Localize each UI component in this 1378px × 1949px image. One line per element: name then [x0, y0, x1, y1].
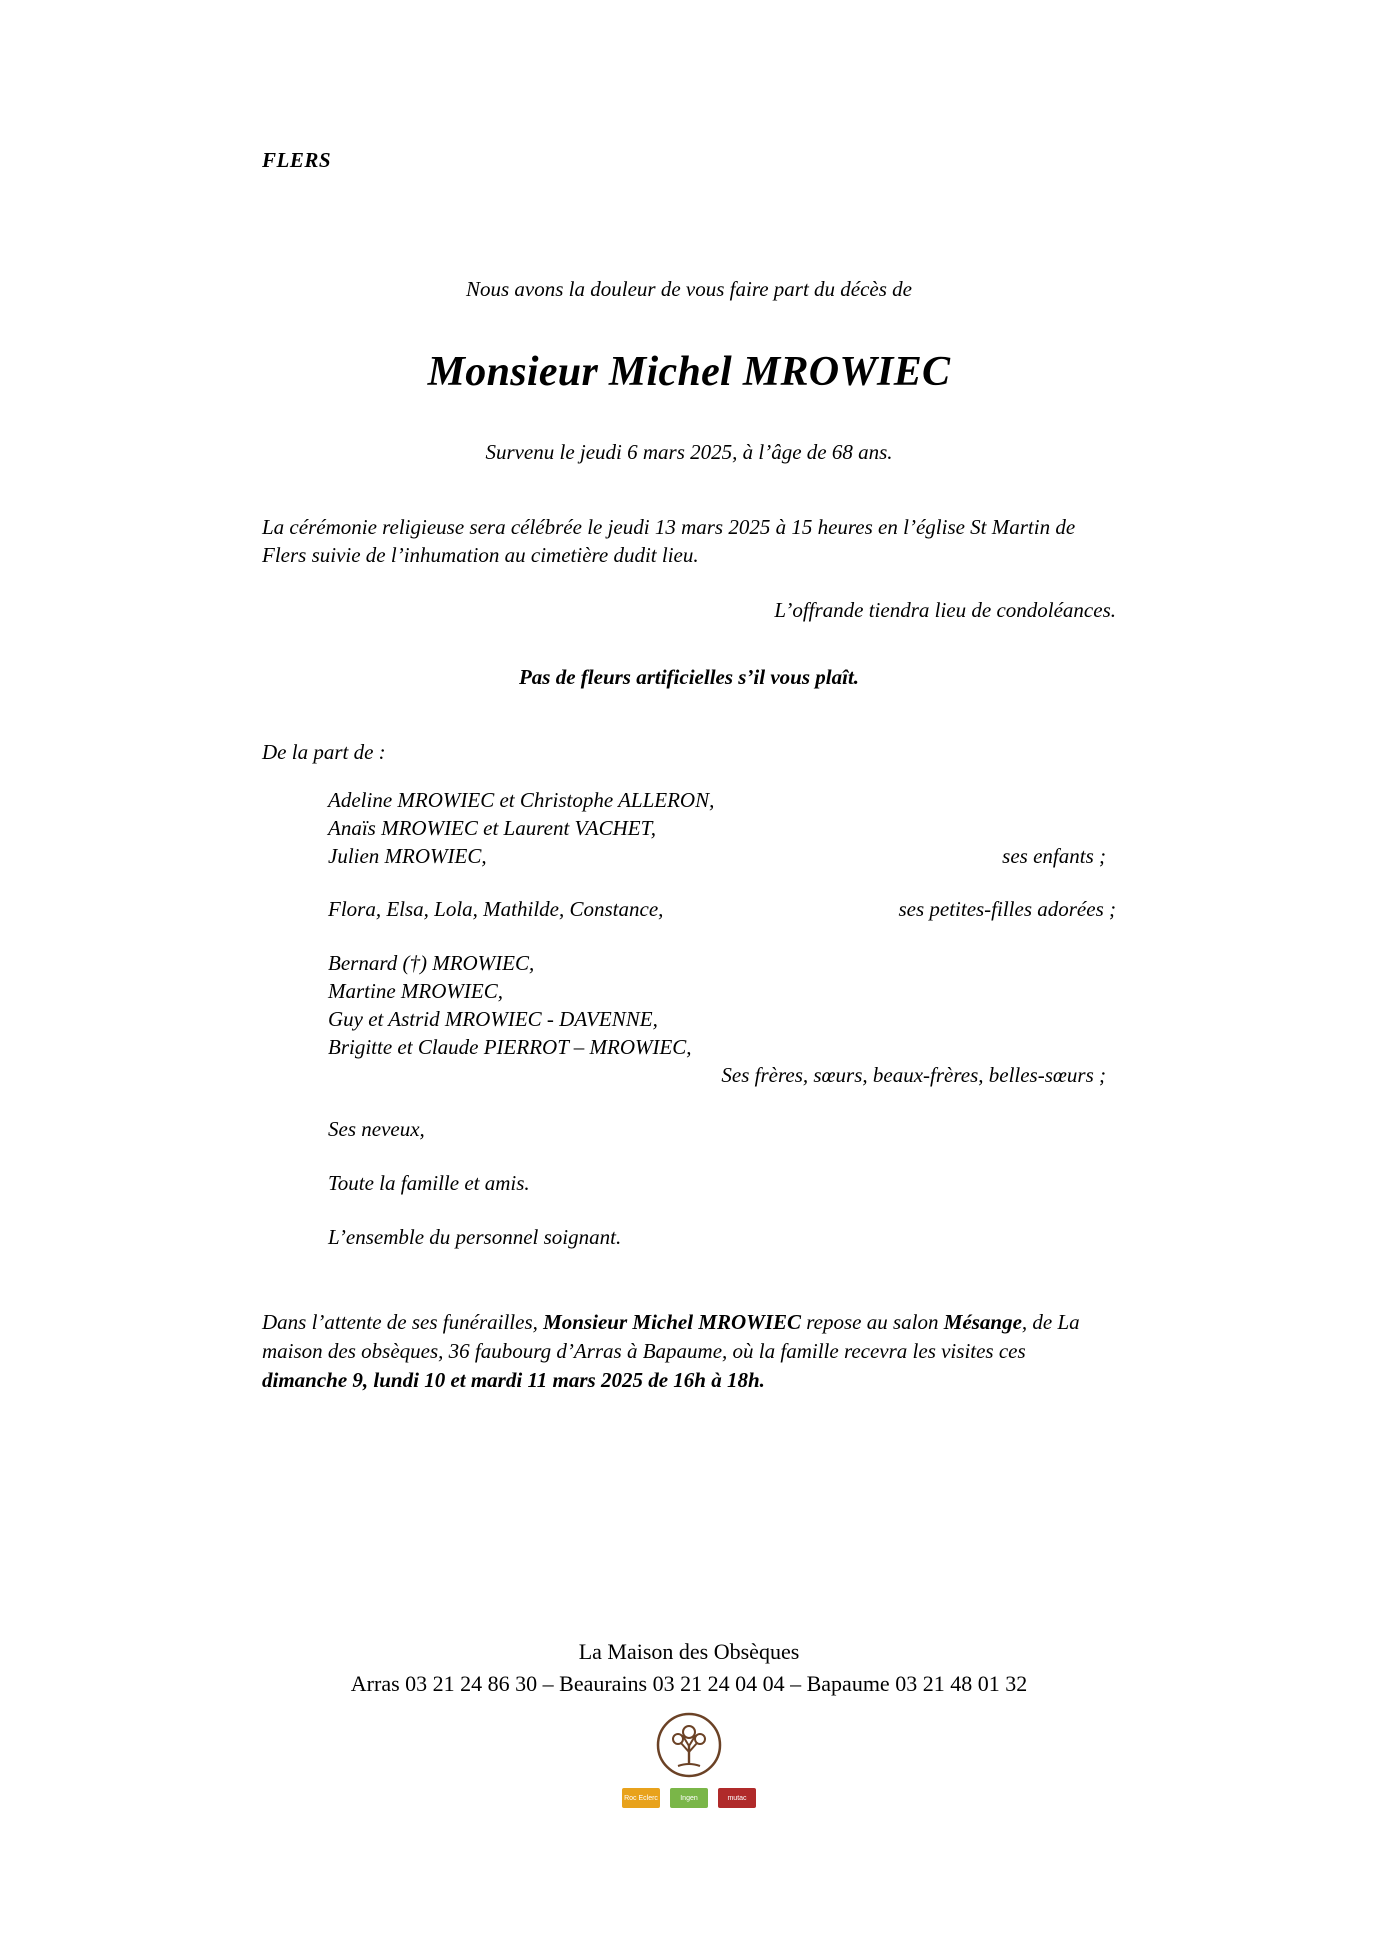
partner-logos	[622, 1788, 756, 1808]
family-member: Guy et Astrid MROWIEC - DAVENNE,	[328, 1007, 658, 1032]
family-member-row	[328, 896, 1116, 924]
family-group-grandchildren	[328, 896, 1116, 924]
partner-logo-roc-eclerc: Roc Eclerc	[622, 1788, 660, 1808]
company-name: La Maison des Obsèques	[578, 1639, 800, 1664]
family-member: Ses neveux,	[328, 1116, 425, 1141]
repose-bold-visits: dimanche 9, lundi 10 et mardi 11 mars 2025 de 16h à 18h.	[262, 1367, 765, 1392]
tree-logo-icon	[656, 1712, 722, 1778]
deceased-name: Monsieur Michel MROWIEC	[427, 349, 951, 395]
repose-part3: , de La maison des obsèques, 36 faubourg d’Arras à Bapaume, où la famille recevra les visites ces	[262, 1309, 1080, 1363]
partner-logo-ingen: Ingen	[670, 1788, 708, 1808]
family-member: Flora, Elsa, Lola, Mathilde, Constance,	[328, 897, 664, 922]
announcement-text: Nous avons la douleur de vous faire part du décès de	[466, 277, 912, 301]
family-group-staff	[328, 1224, 1116, 1252]
repose-part2: repose au salon	[801, 1309, 944, 1334]
repose-part1: Dans l’attente de ses funérailles,	[262, 1309, 544, 1334]
offering-note: L’offrande tiendra lieu de condoléances.	[774, 597, 1116, 622]
family-list	[328, 787, 1116, 1252]
family-group-siblings	[328, 950, 1116, 1090]
family-role-children: ses enfants ;	[1002, 843, 1106, 868]
family-member: Brigitte et Claude PIERROT – MROWIEC,	[328, 1035, 692, 1060]
company-phones: Arras 03 21 24 86 30 – Beaurains 03 21 24 04 04 – Bapaume 03 21 48 01 32	[350, 1670, 1028, 1696]
family-role-grandchildren: ses petites-filles adorées ;	[898, 897, 1116, 922]
repose-bold-name: Monsieur Michel MROWIEC	[543, 1309, 802, 1334]
family-member: Julien MROWIEC,	[328, 843, 487, 868]
family-group-children	[328, 787, 1116, 871]
family-member: Martine MROWIEC,	[328, 979, 503, 1004]
family-group-nephews	[328, 1116, 1116, 1144]
family-member-row	[328, 843, 1116, 871]
repose-bold-salon: Mésange	[943, 1309, 1022, 1334]
death-info: Survenu le jeudi 6 mars 2025, à l’âge de 68 ans.	[485, 440, 893, 464]
family-role-siblings: Ses frères, sœurs, beaux-frères, belles-sœurs ;	[721, 1063, 1106, 1088]
family-member: Bernard (†) MROWIEC,	[328, 951, 535, 976]
partner-logo-mutac: mutac	[718, 1788, 756, 1808]
ceremony-details: La cérémonie religieuse sera célébrée le jeudi 13 mars 2025 à 15 heures en l’église St Martin de Flers suivie de l’inhumation au cimetière dudit lieu.	[262, 515, 1076, 568]
family-member: Toute la famille et amis.	[328, 1170, 530, 1195]
document-body	[262, 0, 1116, 1395]
repose-paragraph	[262, 1308, 1116, 1395]
from-label: De la part de :	[262, 739, 386, 764]
flowers-note: Pas de fleurs artificielles s’il vous plaît.	[518, 664, 860, 689]
family-group-all	[328, 1170, 1116, 1198]
family-member: L’ensemble du personnel soignant.	[328, 1224, 622, 1249]
family-member: Anaïs MROWIEC et Laurent VACHET,	[328, 815, 656, 840]
family-member: Adeline MROWIEC et Christophe ALLERON,	[328, 787, 715, 812]
city-heading: FLERS	[262, 148, 332, 172]
logo-area	[0, 1712, 1378, 1808]
footer	[0, 1636, 1378, 1700]
